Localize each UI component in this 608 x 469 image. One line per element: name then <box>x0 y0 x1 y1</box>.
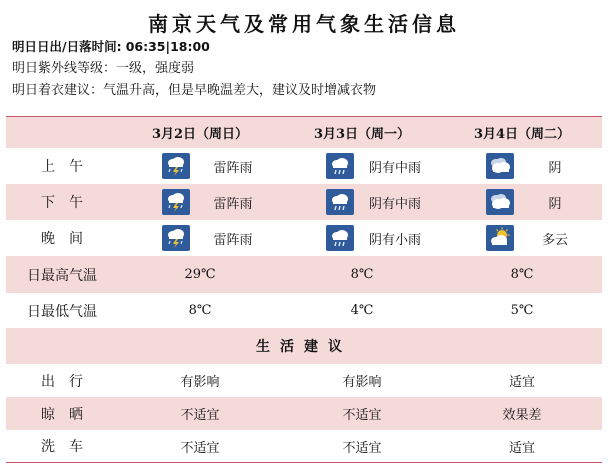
forecast-text: 雷阵雨 <box>213 232 253 248</box>
day-header-1: 3月2日（周日） <box>151 127 249 142</box>
temp-high-row <box>6 256 602 293</box>
header-corner <box>6 117 118 148</box>
overcast-icon <box>486 153 514 179</box>
forecast-cell <box>118 184 282 220</box>
life-label: 洗 车 <box>41 439 83 455</box>
day-header-2: 3月3日（周一） <box>313 127 411 142</box>
partly-cloudy-icon <box>486 225 514 251</box>
life-label: 出 行 <box>41 373 83 390</box>
uv-value: 一级，强度弱 <box>116 61 195 76</box>
sunrise-sunset-line <box>12 38 210 56</box>
forecast-text: 阴 <box>548 160 562 176</box>
life-advice-title: 生活建议 <box>256 339 352 355</box>
thunderstorm-icon <box>162 153 190 179</box>
forecast-text: 阴 <box>548 196 562 212</box>
uv-line <box>12 60 194 77</box>
life-row-travel <box>6 364 602 397</box>
forecast-text: 阴有中雨 <box>368 160 421 176</box>
thunderstorm-icon <box>162 189 190 215</box>
life-label: 晾 晒 <box>41 406 83 423</box>
table-bottom-rule <box>6 462 602 463</box>
temp-value: 8℃ <box>188 303 212 318</box>
forecast-cell <box>282 220 442 256</box>
rain-cloud-icon <box>326 189 354 215</box>
period-row-evening <box>6 220 602 256</box>
life-value: 效果差 <box>502 408 542 423</box>
thunderstorm-icon <box>162 225 190 251</box>
temp-value: 29℃ <box>184 267 216 282</box>
uv-label: 明日紫外线等级： <box>12 61 117 76</box>
life-value: 有影响 <box>180 375 220 390</box>
life-value: 不适宜 <box>342 408 382 423</box>
dress-advice-line <box>12 82 376 99</box>
life-value: 适宜 <box>508 375 535 390</box>
sunrise-label: 明日日出/日落时间: <box>12 39 122 54</box>
period-label: 下 午 <box>41 195 83 211</box>
dress-value: 气温升高，但是早晚温差大，建议及时增减衣物 <box>103 83 377 98</box>
page-title: 南京天气及常用气象生活信息 <box>148 12 460 36</box>
forecast-text: 雷阵雨 <box>213 160 253 176</box>
forecast-text: 雷阵雨 <box>213 196 253 212</box>
temp-value: 5℃ <box>510 303 534 318</box>
temp-value: 8℃ <box>350 267 374 282</box>
forecast-cell <box>118 220 282 256</box>
life-value: 不适宜 <box>342 440 382 456</box>
forecast-cell <box>442 220 602 256</box>
temp-low-row <box>6 293 602 328</box>
days-header-row <box>6 117 602 148</box>
temp-label: 日最低气温 <box>27 303 97 320</box>
period-row-afternoon <box>6 184 602 220</box>
temp-value: 8℃ <box>510 267 534 282</box>
life-value: 适宜 <box>508 440 535 456</box>
temp-label: 日最高气温 <box>27 267 97 284</box>
forecast-cell <box>118 148 282 184</box>
forecast-text: 阴有小雨 <box>368 232 421 248</box>
dress-label: 明日着衣建议： <box>12 83 104 98</box>
rain-cloud-icon <box>326 153 354 179</box>
life-advice-header-row <box>6 328 602 364</box>
overcast-icon <box>486 189 514 215</box>
rain-cloud-icon <box>326 225 354 251</box>
forecast-cell <box>282 184 442 220</box>
period-label: 上 午 <box>41 159 83 175</box>
forecast-text: 阴有中雨 <box>368 196 421 212</box>
life-value: 不适宜 <box>180 408 220 423</box>
sunrise-value: 06:35|18:00 <box>125 39 210 54</box>
forecast-cell <box>442 148 602 184</box>
period-label: 晚 间 <box>41 231 83 247</box>
life-value: 有影响 <box>342 375 382 390</box>
life-row-carwash <box>6 430 602 462</box>
forecast-cell <box>282 148 442 184</box>
day-header-3: 3月4日（周二） <box>473 127 571 142</box>
forecast-cell <box>442 184 602 220</box>
forecast-text: 多云 <box>541 232 568 248</box>
life-row-drying <box>6 397 602 430</box>
life-value: 不适宜 <box>180 440 220 456</box>
period-row-morning <box>6 148 602 184</box>
temp-value: 4℃ <box>350 303 374 318</box>
